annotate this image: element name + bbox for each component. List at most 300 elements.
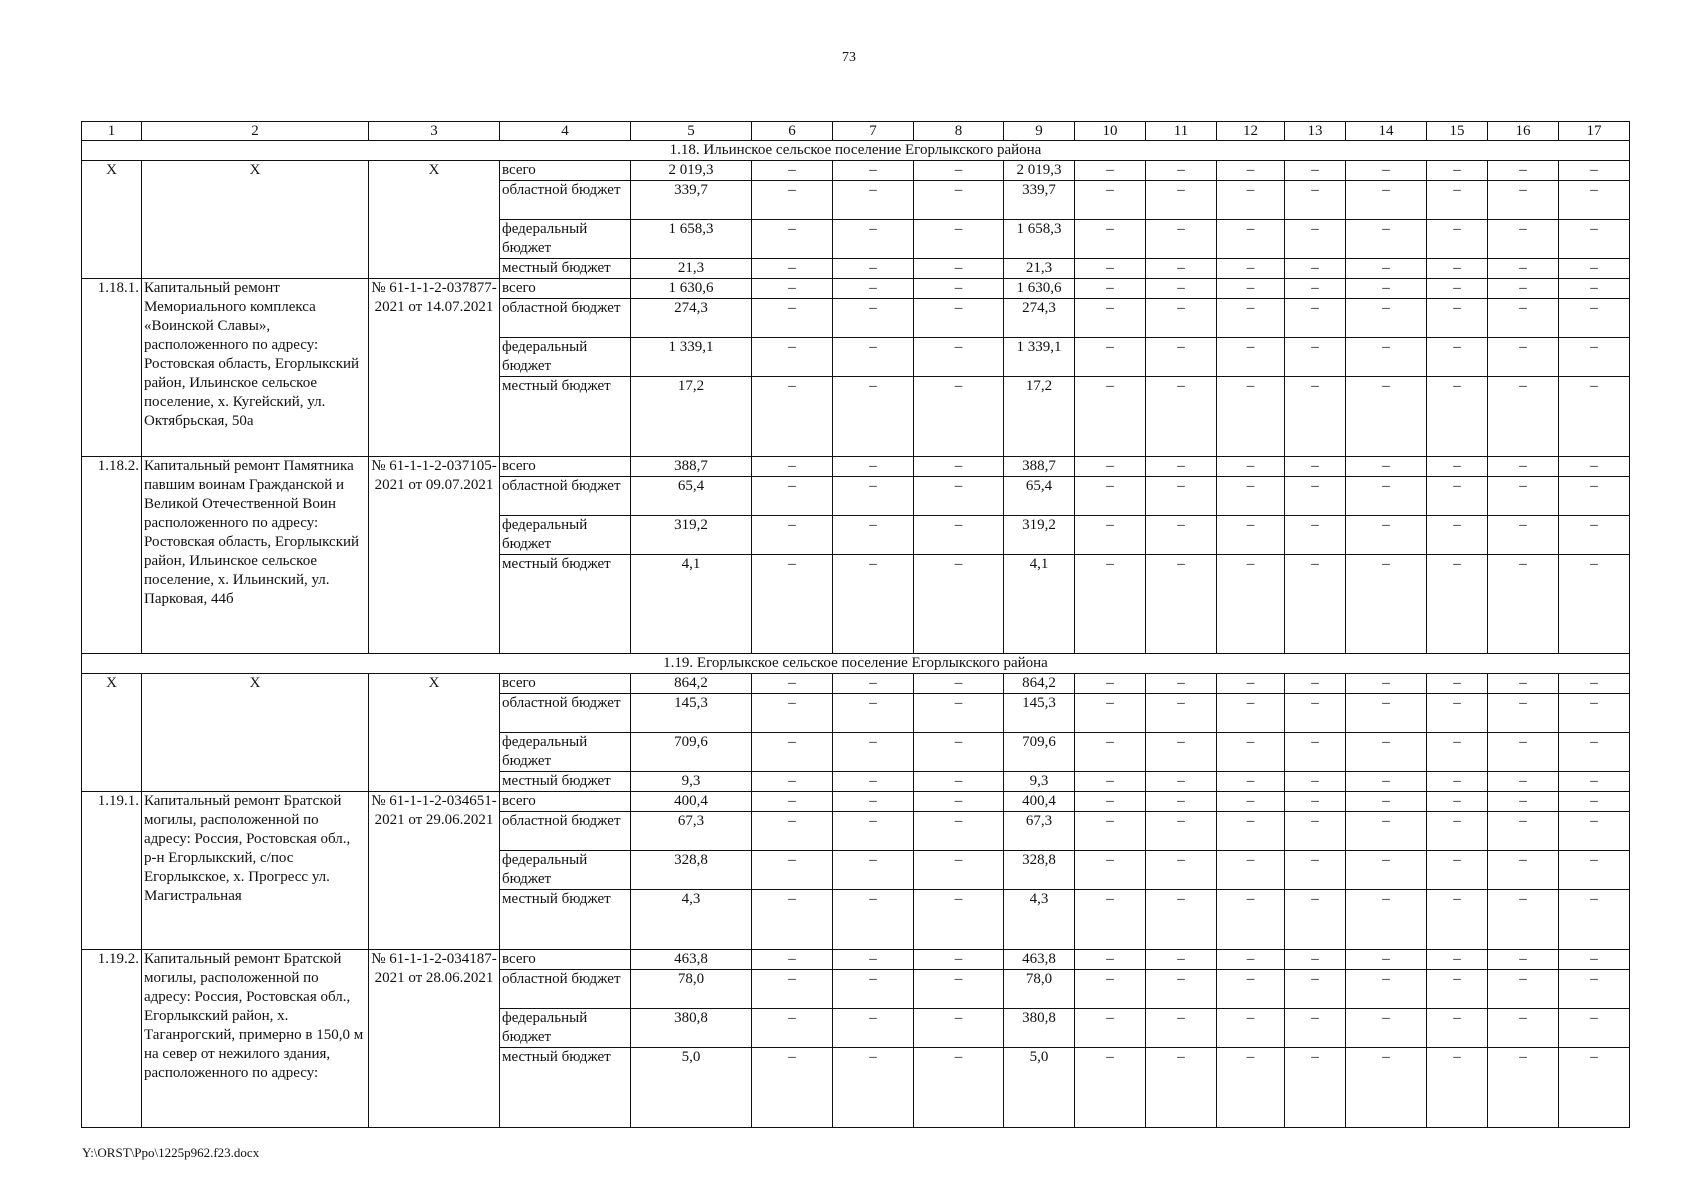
funding-type-cell: областной бюджет: [500, 812, 631, 851]
dash-cell: –: [1285, 299, 1346, 338]
dash-cell: –: [1559, 279, 1630, 299]
value-col9-cell: 1 339,1: [1004, 338, 1075, 377]
dash-cell: –: [1488, 477, 1559, 516]
dash-cell: –: [1346, 377, 1427, 457]
dash-cell: –: [1217, 279, 1285, 299]
dash-cell: –: [1559, 299, 1630, 338]
value-col5-cell: 4,1: [631, 555, 752, 654]
value-col9-cell: 5,0: [1004, 1048, 1075, 1128]
dash-cell: –: [833, 338, 914, 377]
dash-cell: –: [833, 279, 914, 299]
dash-cell: –: [1285, 792, 1346, 812]
dash-cell: –: [1217, 477, 1285, 516]
dash-cell: –: [1488, 851, 1559, 890]
dash-cell: –: [1146, 516, 1217, 555]
summary-x-cell: Х: [369, 161, 500, 279]
dash-cell: –: [752, 220, 833, 259]
dash-cell: –: [1559, 377, 1630, 457]
header-cell: 9: [1004, 122, 1075, 141]
dash-cell: –: [914, 477, 1004, 516]
dash-cell: –: [1488, 377, 1559, 457]
dash-cell: –: [1346, 772, 1427, 792]
funding-type-cell: федеральный бюджет: [500, 733, 631, 772]
dash-cell: –: [1146, 694, 1217, 733]
dash-cell: –: [833, 674, 914, 694]
value-col9-cell: 380,8: [1004, 1009, 1075, 1048]
dash-cell: –: [914, 851, 1004, 890]
value-col9-cell: 4,3: [1004, 890, 1075, 950]
dash-cell: –: [1146, 181, 1217, 220]
header-cell: 13: [1285, 122, 1346, 141]
dash-cell: –: [1427, 299, 1488, 338]
object-number: 1.19.1.: [82, 792, 142, 950]
funding-type-cell: местный бюджет: [500, 555, 631, 654]
dash-cell: –: [1427, 161, 1488, 181]
dash-cell: –: [1559, 181, 1630, 220]
funding-type-cell: местный бюджет: [500, 890, 631, 950]
dash-cell: –: [1146, 161, 1217, 181]
value-col5-cell: 65,4: [631, 477, 752, 516]
dash-cell: –: [1427, 477, 1488, 516]
dash-cell: –: [1346, 890, 1427, 950]
dash-cell: –: [1075, 377, 1146, 457]
header-cell: 11: [1146, 122, 1217, 141]
dash-cell: –: [833, 772, 914, 792]
dash-cell: –: [1217, 950, 1285, 970]
funding-type-cell: федеральный бюджет: [500, 338, 631, 377]
dash-cell: –: [1346, 516, 1427, 555]
value-col5-cell: 1 630,6: [631, 279, 752, 299]
dash-cell: –: [1285, 772, 1346, 792]
dash-cell: –: [1285, 970, 1346, 1009]
header-cell: 12: [1217, 122, 1285, 141]
dash-cell: –: [833, 792, 914, 812]
dash-cell: –: [1285, 733, 1346, 772]
value-col9-cell: 17,2: [1004, 377, 1075, 457]
dash-cell: –: [914, 555, 1004, 654]
dash-cell: –: [914, 259, 1004, 279]
table-row: [82, 674, 1630, 694]
dash-cell: –: [1146, 792, 1217, 812]
funding-type-cell: областной бюджет: [500, 477, 631, 516]
dash-cell: –: [833, 950, 914, 970]
dash-cell: –: [1217, 970, 1285, 1009]
dash-cell: –: [1559, 950, 1630, 970]
dash-cell: –: [1427, 733, 1488, 772]
dash-cell: –: [914, 299, 1004, 338]
dash-cell: –: [1146, 279, 1217, 299]
dash-cell: –: [833, 1048, 914, 1128]
dash-cell: –: [1217, 812, 1285, 851]
value-col5-cell: 5,0: [631, 1048, 752, 1128]
dash-cell: –: [752, 792, 833, 812]
dash-cell: –: [1217, 733, 1285, 772]
summary-x-cell: Х: [142, 161, 369, 279]
dash-cell: –: [1075, 338, 1146, 377]
dash-cell: –: [752, 812, 833, 851]
value-col9-cell: 400,4: [1004, 792, 1075, 812]
dash-cell: –: [833, 1009, 914, 1048]
dash-cell: –: [914, 812, 1004, 851]
header-cell: 15: [1427, 122, 1488, 141]
funding-type-cell: федеральный бюджет: [500, 516, 631, 555]
dash-cell: –: [1559, 772, 1630, 792]
funding-type-cell: всего: [500, 792, 631, 812]
dash-cell: –: [914, 674, 1004, 694]
dash-cell: –: [1075, 772, 1146, 792]
header-cell: 10: [1075, 122, 1146, 141]
dash-cell: –: [1488, 181, 1559, 220]
dash-cell: –: [1075, 950, 1146, 970]
funding-type-cell: местный бюджет: [500, 259, 631, 279]
value-col5-cell: 1 339,1: [631, 338, 752, 377]
section-title: 1.19. Егорлыкское сельское поселение Егорлыкского района: [82, 654, 1630, 674]
value-col5-cell: 274,3: [631, 299, 752, 338]
dash-cell: –: [1488, 950, 1559, 970]
dash-cell: –: [1427, 220, 1488, 259]
funding-type-cell: всего: [500, 674, 631, 694]
dash-cell: –: [1346, 733, 1427, 772]
header-cell: 14: [1346, 122, 1427, 141]
dash-cell: –: [1346, 477, 1427, 516]
page-number: 73: [842, 50, 856, 65]
value-col5-cell: 21,3: [631, 259, 752, 279]
value-col9-cell: 21,3: [1004, 259, 1075, 279]
dash-cell: –: [833, 161, 914, 181]
funding-type-cell: всего: [500, 950, 631, 970]
header-cell: 3: [369, 122, 500, 141]
dash-cell: –: [1488, 812, 1559, 851]
dash-cell: –: [914, 181, 1004, 220]
section-title-row: [82, 141, 1630, 161]
header-cell: 16: [1488, 122, 1559, 141]
table-row: [82, 161, 1630, 181]
value-col5-cell: 9,3: [631, 772, 752, 792]
dash-cell: –: [1217, 890, 1285, 950]
dash-cell: –: [1146, 890, 1217, 950]
dash-cell: –: [1217, 851, 1285, 890]
dash-cell: –: [1075, 279, 1146, 299]
dash-cell: –: [833, 890, 914, 950]
dash-cell: –: [1346, 181, 1427, 220]
header-cell: 17: [1559, 122, 1630, 141]
dash-cell: –: [1346, 299, 1427, 338]
dash-cell: –: [1075, 555, 1146, 654]
value-col9-cell: 67,3: [1004, 812, 1075, 851]
dash-cell: –: [752, 181, 833, 220]
table-row: [82, 792, 1630, 812]
footer-file-path: Y:\ORST\Ppo\1225p962.f23.docx: [82, 1145, 260, 1160]
dash-cell: –: [1559, 259, 1630, 279]
dash-cell: –: [833, 851, 914, 890]
object-description: Капитальный ремонт Памятника павшим воинам Гражданской и Великой Отечественной Воин расположенного по адресу: Ростовская область, Егорлыкский район, Ильинское сельское поселение, х. Ильинский, ул. Парковая, 44б: [142, 457, 369, 654]
dash-cell: –: [1285, 457, 1346, 477]
value-col5-cell: 1 658,3: [631, 220, 752, 259]
dash-cell: –: [1559, 338, 1630, 377]
dash-cell: –: [1285, 161, 1346, 181]
header-cell: 5: [631, 122, 752, 141]
dash-cell: –: [833, 694, 914, 733]
value-col9-cell: 2 019,3: [1004, 161, 1075, 181]
dash-cell: –: [1217, 555, 1285, 654]
dash-cell: –: [833, 220, 914, 259]
dash-cell: –: [1146, 259, 1217, 279]
dash-cell: –: [1427, 772, 1488, 792]
dash-cell: –: [1146, 812, 1217, 851]
dash-cell: –: [1285, 694, 1346, 733]
dash-cell: –: [1346, 1009, 1427, 1048]
dash-cell: –: [1285, 555, 1346, 654]
object-number: 1.19.2.: [82, 950, 142, 1128]
dash-cell: –: [1346, 674, 1427, 694]
dash-cell: –: [1217, 1048, 1285, 1128]
dash-cell: –: [914, 516, 1004, 555]
dash-cell: –: [833, 812, 914, 851]
funding-type-cell: всего: [500, 161, 631, 181]
dash-cell: –: [1559, 792, 1630, 812]
dash-cell: –: [1217, 299, 1285, 338]
dash-cell: –: [752, 674, 833, 694]
dash-cell: –: [1285, 338, 1346, 377]
dash-cell: –: [1559, 457, 1630, 477]
dash-cell: –: [1427, 338, 1488, 377]
dash-cell: –: [752, 516, 833, 555]
dash-cell: –: [914, 792, 1004, 812]
object-description: Капитальный ремонт Братской могилы, расположенной по адресу: Россия, Ростовская обл., Егорлыкский район, х. Таганрогский, примерно в 150,0 м на север от нежилого здания, расположенного по адресу:: [142, 950, 369, 1128]
dash-cell: –: [1285, 950, 1346, 970]
funding-type-cell: федеральный бюджет: [500, 851, 631, 890]
dash-cell: –: [1285, 220, 1346, 259]
dash-cell: –: [833, 970, 914, 1009]
dash-cell: –: [1559, 674, 1630, 694]
dash-cell: –: [1427, 555, 1488, 654]
dash-cell: –: [833, 259, 914, 279]
dash-cell: –: [1427, 851, 1488, 890]
dash-cell: –: [1285, 890, 1346, 950]
value-col5-cell: 17,2: [631, 377, 752, 457]
dash-cell: –: [1346, 161, 1427, 181]
dash-cell: –: [1146, 1009, 1217, 1048]
dash-cell: –: [1146, 1048, 1217, 1128]
value-col9-cell: 328,8: [1004, 851, 1075, 890]
dash-cell: –: [1427, 1048, 1488, 1128]
object-document: № 61-1-1-2-034651-2021 от 29.06.2021: [369, 792, 500, 950]
dash-cell: –: [1285, 259, 1346, 279]
dash-cell: –: [1285, 851, 1346, 890]
dash-cell: –: [1427, 1009, 1488, 1048]
dash-cell: –: [1285, 516, 1346, 555]
dash-cell: –: [1427, 181, 1488, 220]
dash-cell: –: [914, 279, 1004, 299]
value-col9-cell: 339,7: [1004, 181, 1075, 220]
dash-cell: –: [1075, 161, 1146, 181]
dash-cell: –: [1217, 694, 1285, 733]
dash-cell: –: [1427, 259, 1488, 279]
dash-cell: –: [1427, 516, 1488, 555]
dash-cell: –: [1488, 772, 1559, 792]
dash-cell: –: [1559, 477, 1630, 516]
dash-cell: –: [1217, 516, 1285, 555]
dash-cell: –: [1075, 457, 1146, 477]
summary-x-cell: Х: [369, 674, 500, 792]
dash-cell: –: [1146, 970, 1217, 1009]
dash-cell: –: [1217, 772, 1285, 792]
dash-cell: –: [1146, 733, 1217, 772]
section-title-row: [82, 654, 1630, 674]
dash-cell: –: [752, 772, 833, 792]
dash-cell: –: [1427, 674, 1488, 694]
dash-cell: –: [752, 733, 833, 772]
dash-cell: –: [1427, 694, 1488, 733]
dash-cell: –: [1146, 338, 1217, 377]
dash-cell: –: [1488, 338, 1559, 377]
dash-cell: –: [1346, 279, 1427, 299]
dash-cell: –: [1346, 1048, 1427, 1128]
dash-cell: –: [1559, 694, 1630, 733]
dash-cell: –: [1346, 694, 1427, 733]
dash-cell: –: [1146, 555, 1217, 654]
object-description: Капитальный ремонт Мемориального комплекса «Воинской Славы», расположенного по адресу: Ростовская область, Егорлыкский район, Ильинское сельское поселение, х. Кугейский, ул. Октябрьская, 50а: [142, 279, 369, 457]
object-number: 1.18.2.: [82, 457, 142, 654]
dash-cell: –: [752, 299, 833, 338]
dash-cell: –: [752, 161, 833, 181]
dash-cell: –: [752, 694, 833, 733]
dash-cell: –: [1146, 674, 1217, 694]
table-row: [82, 950, 1630, 970]
dash-cell: –: [914, 772, 1004, 792]
dash-cell: –: [752, 259, 833, 279]
dash-cell: –: [1217, 674, 1285, 694]
value-col9-cell: 709,6: [1004, 733, 1075, 772]
value-col5-cell: 319,2: [631, 516, 752, 555]
summary-x-cell: Х: [142, 674, 369, 792]
dash-cell: –: [1559, 1048, 1630, 1128]
dash-cell: –: [1285, 477, 1346, 516]
dash-cell: –: [1488, 970, 1559, 1009]
dash-cell: –: [1075, 516, 1146, 555]
dash-cell: –: [1559, 220, 1630, 259]
dash-cell: –: [833, 181, 914, 220]
dash-cell: –: [1559, 812, 1630, 851]
dash-cell: –: [1075, 259, 1146, 279]
funding-type-cell: всего: [500, 279, 631, 299]
value-col5-cell: 864,2: [631, 674, 752, 694]
header-row: [82, 122, 1630, 141]
dash-cell: –: [752, 477, 833, 516]
value-col9-cell: 145,3: [1004, 694, 1075, 733]
header-cell: 1: [82, 122, 142, 141]
dash-cell: –: [1427, 377, 1488, 457]
dash-cell: –: [1427, 890, 1488, 950]
object-number: 1.18.1.: [82, 279, 142, 457]
dash-cell: –: [1346, 851, 1427, 890]
dash-cell: –: [914, 457, 1004, 477]
dash-cell: –: [1346, 338, 1427, 377]
dash-cell: –: [1217, 1009, 1285, 1048]
value-col5-cell: 400,4: [631, 792, 752, 812]
dash-cell: –: [1559, 516, 1630, 555]
dash-cell: –: [1346, 970, 1427, 1009]
value-col9-cell: 1 630,6: [1004, 279, 1075, 299]
funding-type-cell: областной бюджет: [500, 694, 631, 733]
header-cell: 2: [142, 122, 369, 141]
summary-x-cell: Х: [82, 674, 142, 792]
dash-cell: –: [1346, 950, 1427, 970]
dash-cell: –: [914, 338, 1004, 377]
header-cell: 7: [833, 122, 914, 141]
dash-cell: –: [1146, 299, 1217, 338]
dash-cell: –: [1075, 851, 1146, 890]
dash-cell: –: [752, 1009, 833, 1048]
dash-cell: –: [1285, 1048, 1346, 1128]
value-col9-cell: 319,2: [1004, 516, 1075, 555]
value-col5-cell: 339,7: [631, 181, 752, 220]
value-col9-cell: 4,1: [1004, 555, 1075, 654]
dash-cell: –: [752, 950, 833, 970]
dash-cell: –: [833, 299, 914, 338]
funding-type-cell: всего: [500, 457, 631, 477]
dash-cell: –: [1146, 377, 1217, 457]
dash-cell: –: [1285, 674, 1346, 694]
dash-cell: –: [1075, 299, 1146, 338]
dash-cell: –: [752, 555, 833, 654]
dash-cell: –: [914, 161, 1004, 181]
funding-type-cell: федеральный бюджет: [500, 220, 631, 259]
dash-cell: –: [1488, 694, 1559, 733]
dash-cell: –: [1427, 950, 1488, 970]
dash-cell: –: [1346, 457, 1427, 477]
dash-cell: –: [1285, 279, 1346, 299]
dash-cell: –: [1346, 259, 1427, 279]
dash-cell: –: [914, 377, 1004, 457]
dash-cell: –: [752, 338, 833, 377]
value-col5-cell: 388,7: [631, 457, 752, 477]
dash-cell: –: [1075, 181, 1146, 220]
dash-cell: –: [1488, 516, 1559, 555]
dash-cell: –: [914, 890, 1004, 950]
dash-cell: –: [1346, 792, 1427, 812]
object-document: № 61-1-1-2-037877-2021 от 14.07.2021: [369, 279, 500, 457]
dash-cell: –: [1488, 674, 1559, 694]
dash-cell: –: [1146, 950, 1217, 970]
dash-cell: –: [1427, 970, 1488, 1009]
dash-cell: –: [1075, 733, 1146, 772]
dash-cell: –: [1217, 181, 1285, 220]
dash-cell: –: [1217, 792, 1285, 812]
value-col5-cell: 328,8: [631, 851, 752, 890]
funding-type-cell: местный бюджет: [500, 1048, 631, 1128]
value-col9-cell: 388,7: [1004, 457, 1075, 477]
dash-cell: –: [1217, 259, 1285, 279]
dash-cell: –: [1217, 338, 1285, 377]
dash-cell: –: [833, 377, 914, 457]
value-col5-cell: 78,0: [631, 970, 752, 1009]
dash-cell: –: [1559, 161, 1630, 181]
dash-cell: –: [752, 890, 833, 950]
value-col9-cell: 1 658,3: [1004, 220, 1075, 259]
dash-cell: –: [1285, 1009, 1346, 1048]
dash-cell: –: [1488, 457, 1559, 477]
value-col9-cell: 65,4: [1004, 477, 1075, 516]
dash-cell: –: [1488, 555, 1559, 654]
dash-cell: –: [1285, 377, 1346, 457]
dash-cell: –: [1075, 890, 1146, 950]
value-col5-cell: 67,3: [631, 812, 752, 851]
dash-cell: –: [1146, 772, 1217, 792]
object-description: Капитальный ремонт Братской могилы, расположенной по адресу: Россия, Ростовская обл., р-н Егорлыкский, с/пос Егорлыкское, х. Прогресс ул. Магистральная: [142, 792, 369, 950]
dash-cell: –: [1075, 812, 1146, 851]
dash-cell: –: [1146, 457, 1217, 477]
